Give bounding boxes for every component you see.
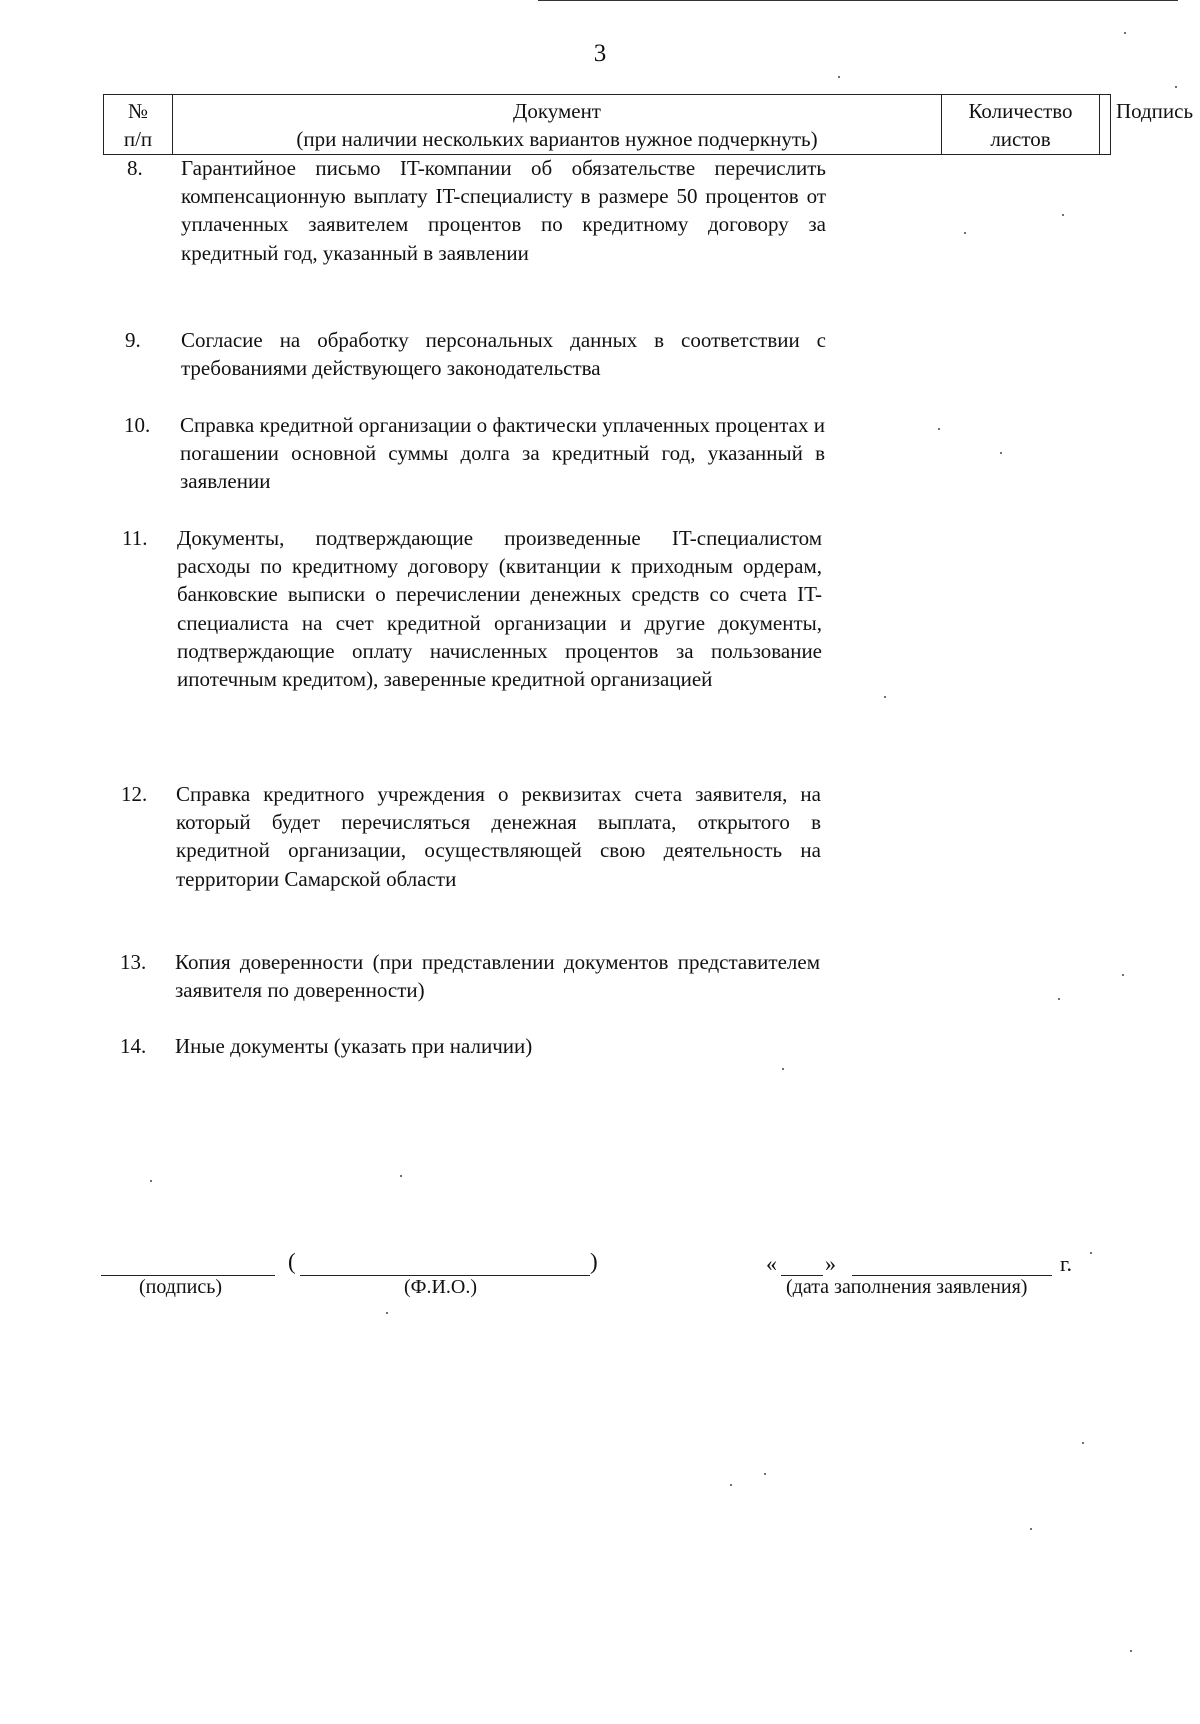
header-number-cell [104, 95, 172, 154]
item-number: 14. [120, 1034, 147, 1058]
item-number: 8. [127, 156, 143, 180]
header-document-line2: (при наличии нескольких вариантов нужное подчеркнуть) [296, 127, 818, 151]
scan-speck [764, 1473, 766, 1475]
item-number: 10. [124, 413, 151, 437]
header-count-line1: Количество [968, 99, 1073, 123]
signature-label: (подпись) [139, 1276, 223, 1298]
item-text: Справка кредитной организации о фактически уплаченных процентах и погашении основной суммы долга за кредитный год, указанный в заявлении [180, 413, 825, 494]
scan-speck [730, 1484, 732, 1486]
date-quote-open: « [766, 1251, 777, 1276]
scan-speck [782, 1068, 784, 1070]
fio-open-paren: ( [288, 1249, 296, 1274]
item-text: Документы, подтверждающие произведенные IT-специалистом расходы по кредитному договору (квитанции к приходным ордерам, банковские выписки о перечислении денежных средств со счета IT-специалиста на счет кредитной организации и другие документы, подтверждающие оплату начисленных процентов за пользование ипотечным кредитом), заверенные кредитной организацией [177, 526, 822, 692]
scan-speck [1062, 214, 1064, 216]
scan-speck [1175, 86, 1177, 88]
scan-speck [964, 232, 966, 234]
scan-speck [1130, 1650, 1132, 1652]
scan-speck [1030, 1528, 1032, 1530]
item-number: 11. [122, 526, 148, 550]
scan-speck [1124, 32, 1126, 34]
date-year-suffix: г. [1060, 1251, 1073, 1276]
date-label: (дата заполнения заявления) [786, 1276, 1028, 1298]
scan-speck [386, 1312, 388, 1314]
scan-speck [1090, 1252, 1092, 1254]
header-number-line1: № [127, 99, 149, 123]
item-text: Согласие на обработку персональных данных в соответствии с требованиями действующего законодательства [181, 328, 826, 381]
documents-table-header [103, 94, 1194, 155]
header-signature-label: Подпись [1115, 99, 1194, 123]
fio-label: (Ф.И.О.) [404, 1276, 478, 1298]
scan-speck [1122, 974, 1124, 976]
item-text: Справка кредитного учреждения о реквизитах счета заявителя, на который будет перечисляться денежная выплата, открытого в кредитной организации, осуществляющей свою деятельность на территории Самарской области [176, 782, 821, 891]
scan-speck [1082, 1442, 1084, 1444]
header-document-line1: Документ [513, 99, 601, 123]
header-count-cell [941, 95, 1099, 154]
item-number: 9. [125, 328, 141, 352]
header-document-cell [172, 95, 941, 154]
header-number-line2: п/п [123, 127, 153, 151]
item-number: 12. [121, 782, 148, 806]
fio-close-paren: ) [590, 1249, 598, 1274]
scan-speck [150, 1180, 152, 1182]
top-rule [538, 0, 1178, 1]
scan-speck [1000, 452, 1002, 454]
item-text: Гарантийное письмо IT-компании об обязательстве перечислить компенсационную выплату IT-специалисту в размере 50 процентов от уплаченных заявителем процентов по кредитному договору за кредитный год, указанный в заявлении [181, 156, 826, 265]
header-count-line2: листов [990, 127, 1051, 151]
page-number: 3 [593, 40, 607, 67]
scan-speck [884, 696, 886, 698]
scan-speck [1058, 998, 1060, 1000]
header-signature-cell [1099, 95, 1200, 154]
date-quote-close: » [825, 1251, 836, 1276]
item-text: Иные документы (указать при наличии) [175, 1034, 533, 1058]
scan-speck [838, 76, 840, 78]
item-text: Копия доверенности (при представлении документов представителем заявителя по доверенности) [175, 950, 820, 1003]
item-number: 13. [120, 950, 147, 974]
scan-speck [400, 1175, 402, 1177]
scan-speck [938, 428, 940, 430]
